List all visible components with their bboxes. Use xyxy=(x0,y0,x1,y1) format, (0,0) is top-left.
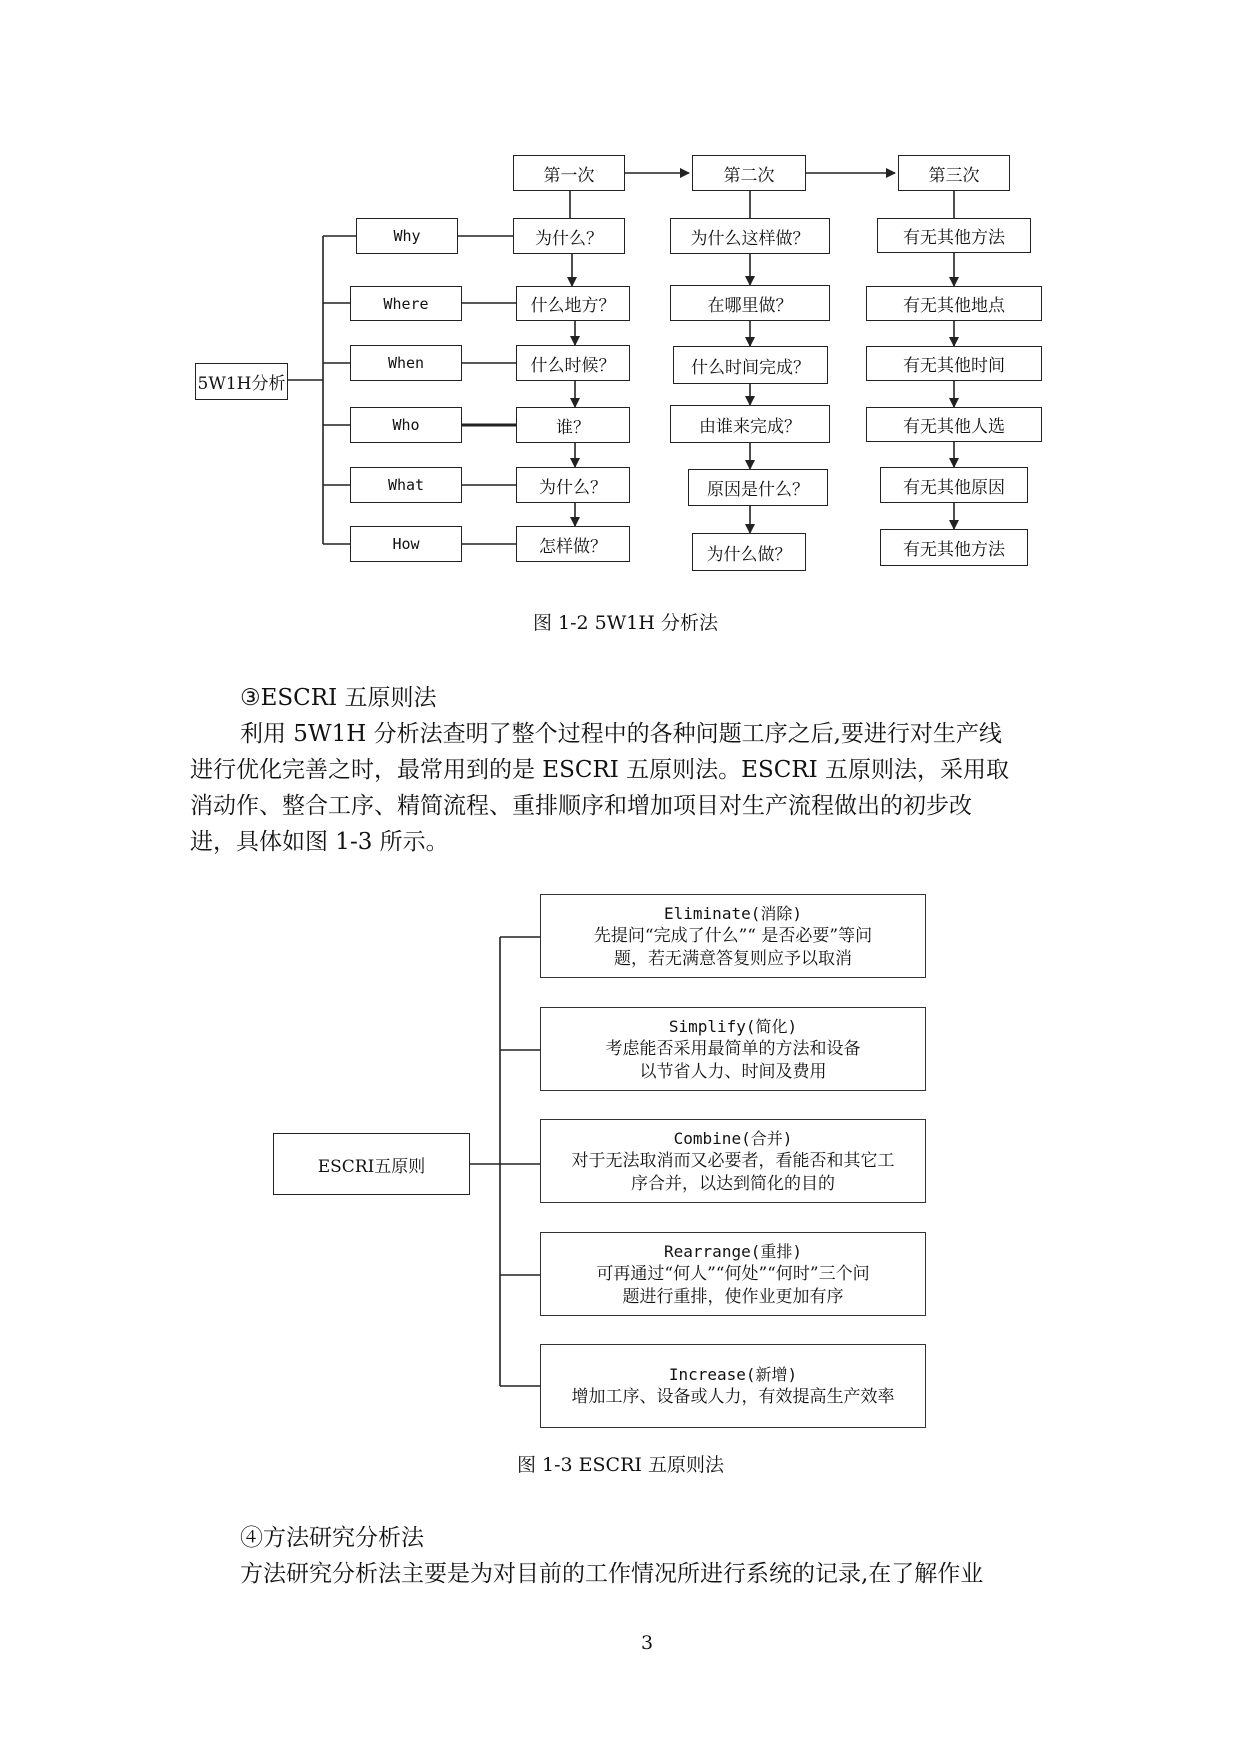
w-label-why: Why xyxy=(356,218,458,254)
escri-item-increase xyxy=(540,1344,926,1428)
escri-item-text: 序合并，以达到简化的目的 xyxy=(631,1173,835,1194)
col3-item: 有无其他人选 xyxy=(866,407,1042,442)
col3-item: 有无其他原因 xyxy=(880,467,1028,503)
escri-item-text: 增加工序、设备或人力，有效提高生产效率 xyxy=(571,1387,895,1407)
header-first: 第一次 xyxy=(513,155,625,191)
col2-item: 为什么这样做？ xyxy=(670,218,830,254)
col1-item: 为什么？ xyxy=(513,218,625,254)
escri-item-text: 可再通过“何人”“何处”“何时”三个问 xyxy=(596,1263,870,1284)
w-label-who: Who xyxy=(350,407,462,443)
header-third: 第三次 xyxy=(898,155,1010,191)
escri-item-title: Increase(新增) xyxy=(668,1365,798,1384)
w-label-what: What xyxy=(350,467,462,503)
escri-item-eliminate xyxy=(540,894,926,978)
col2-item: 为什么做？ xyxy=(692,533,806,571)
col1-item: 为什么？ xyxy=(516,467,630,503)
escri-item-text: 以节省人力、时间及费用 xyxy=(639,1061,827,1082)
page-number: 3 xyxy=(641,1632,654,1654)
body-line: 进，具体如图 1-3 所示。 xyxy=(190,829,449,855)
col3-item: 有无其他方法 xyxy=(880,529,1028,566)
escri-item-text: 题进行重排，使作业更加有序 xyxy=(622,1286,844,1307)
col2-item: 原因是什么？ xyxy=(688,469,828,506)
escri-item-title: Rearrange(重排) xyxy=(664,1241,802,1261)
escri-item-simplify xyxy=(540,1007,926,1091)
w-label-when: When xyxy=(350,345,462,381)
col3-item: 有无其他方法 xyxy=(877,218,1031,253)
body-line: 方法研究分析法主要是为对目前的工作情况所进行系统的记录,在了解作业 xyxy=(240,1561,984,1587)
col2-item: 什么时间完成？ xyxy=(673,346,828,384)
escri-item-combine xyxy=(540,1119,926,1203)
col2-item: 由谁来完成？ xyxy=(670,405,830,443)
root-escri-box: ESCRI五原则 xyxy=(273,1133,470,1195)
header-second: 第二次 xyxy=(692,155,806,191)
escri-item-text: 先提问“完成了什么”“ 是否必要”等问 xyxy=(593,925,873,946)
escri-item-text: 考虑能否采用最简单的方法和设备 xyxy=(605,1038,861,1059)
escri-item-title: Combine(合并) xyxy=(673,1128,793,1148)
section-heading: ③ESCRI 五原则法 xyxy=(240,685,437,711)
figure-caption: 图 1-2 5W1H 分析法 xyxy=(533,612,718,634)
section-heading: ④方法研究分析法 xyxy=(240,1525,424,1551)
col3-item: 有无其他地点 xyxy=(866,286,1042,321)
body-line: 消动作、整合工序、精简流程、重排顺序和增加项目对生产流程做出的初步改 xyxy=(190,793,972,819)
body-line: 利用 5W1H 分析法查明了整个过程中的各种问题工序之后,要进行对生产线 xyxy=(240,721,1002,747)
w-label-how: How xyxy=(350,526,462,562)
escri-item-title: Eliminate(消除) xyxy=(664,903,802,923)
escri-item-title: Simplify(简化) xyxy=(668,1016,798,1036)
col3-item: 有无其他时间 xyxy=(866,346,1042,381)
escri-item-text: 题，若无满意答复则应予以取消 xyxy=(614,948,852,969)
col1-item: 什么时候？ xyxy=(516,345,630,381)
root-5w1h-box: 5W1H分析 xyxy=(195,363,288,400)
col1-item: 什么地方？ xyxy=(516,286,630,321)
escri-item-text: 对于无法取消而又必要者，看能否和其它工 xyxy=(571,1150,895,1171)
escri-item-rearrange xyxy=(540,1232,926,1316)
w-label-where: Where xyxy=(350,286,462,321)
col2-item: 在哪里做？ xyxy=(670,285,830,321)
body-line: 进行优化完善之时，最常用到的是 ESCRI 五原则法。ESCRI 五原则法，采用取 xyxy=(190,757,1010,783)
col1-item: 谁？ xyxy=(516,407,630,443)
figure-caption: 图 1-3 ESCRI 五原则法 xyxy=(517,1454,724,1476)
col1-item: 怎样做？ xyxy=(516,526,630,562)
